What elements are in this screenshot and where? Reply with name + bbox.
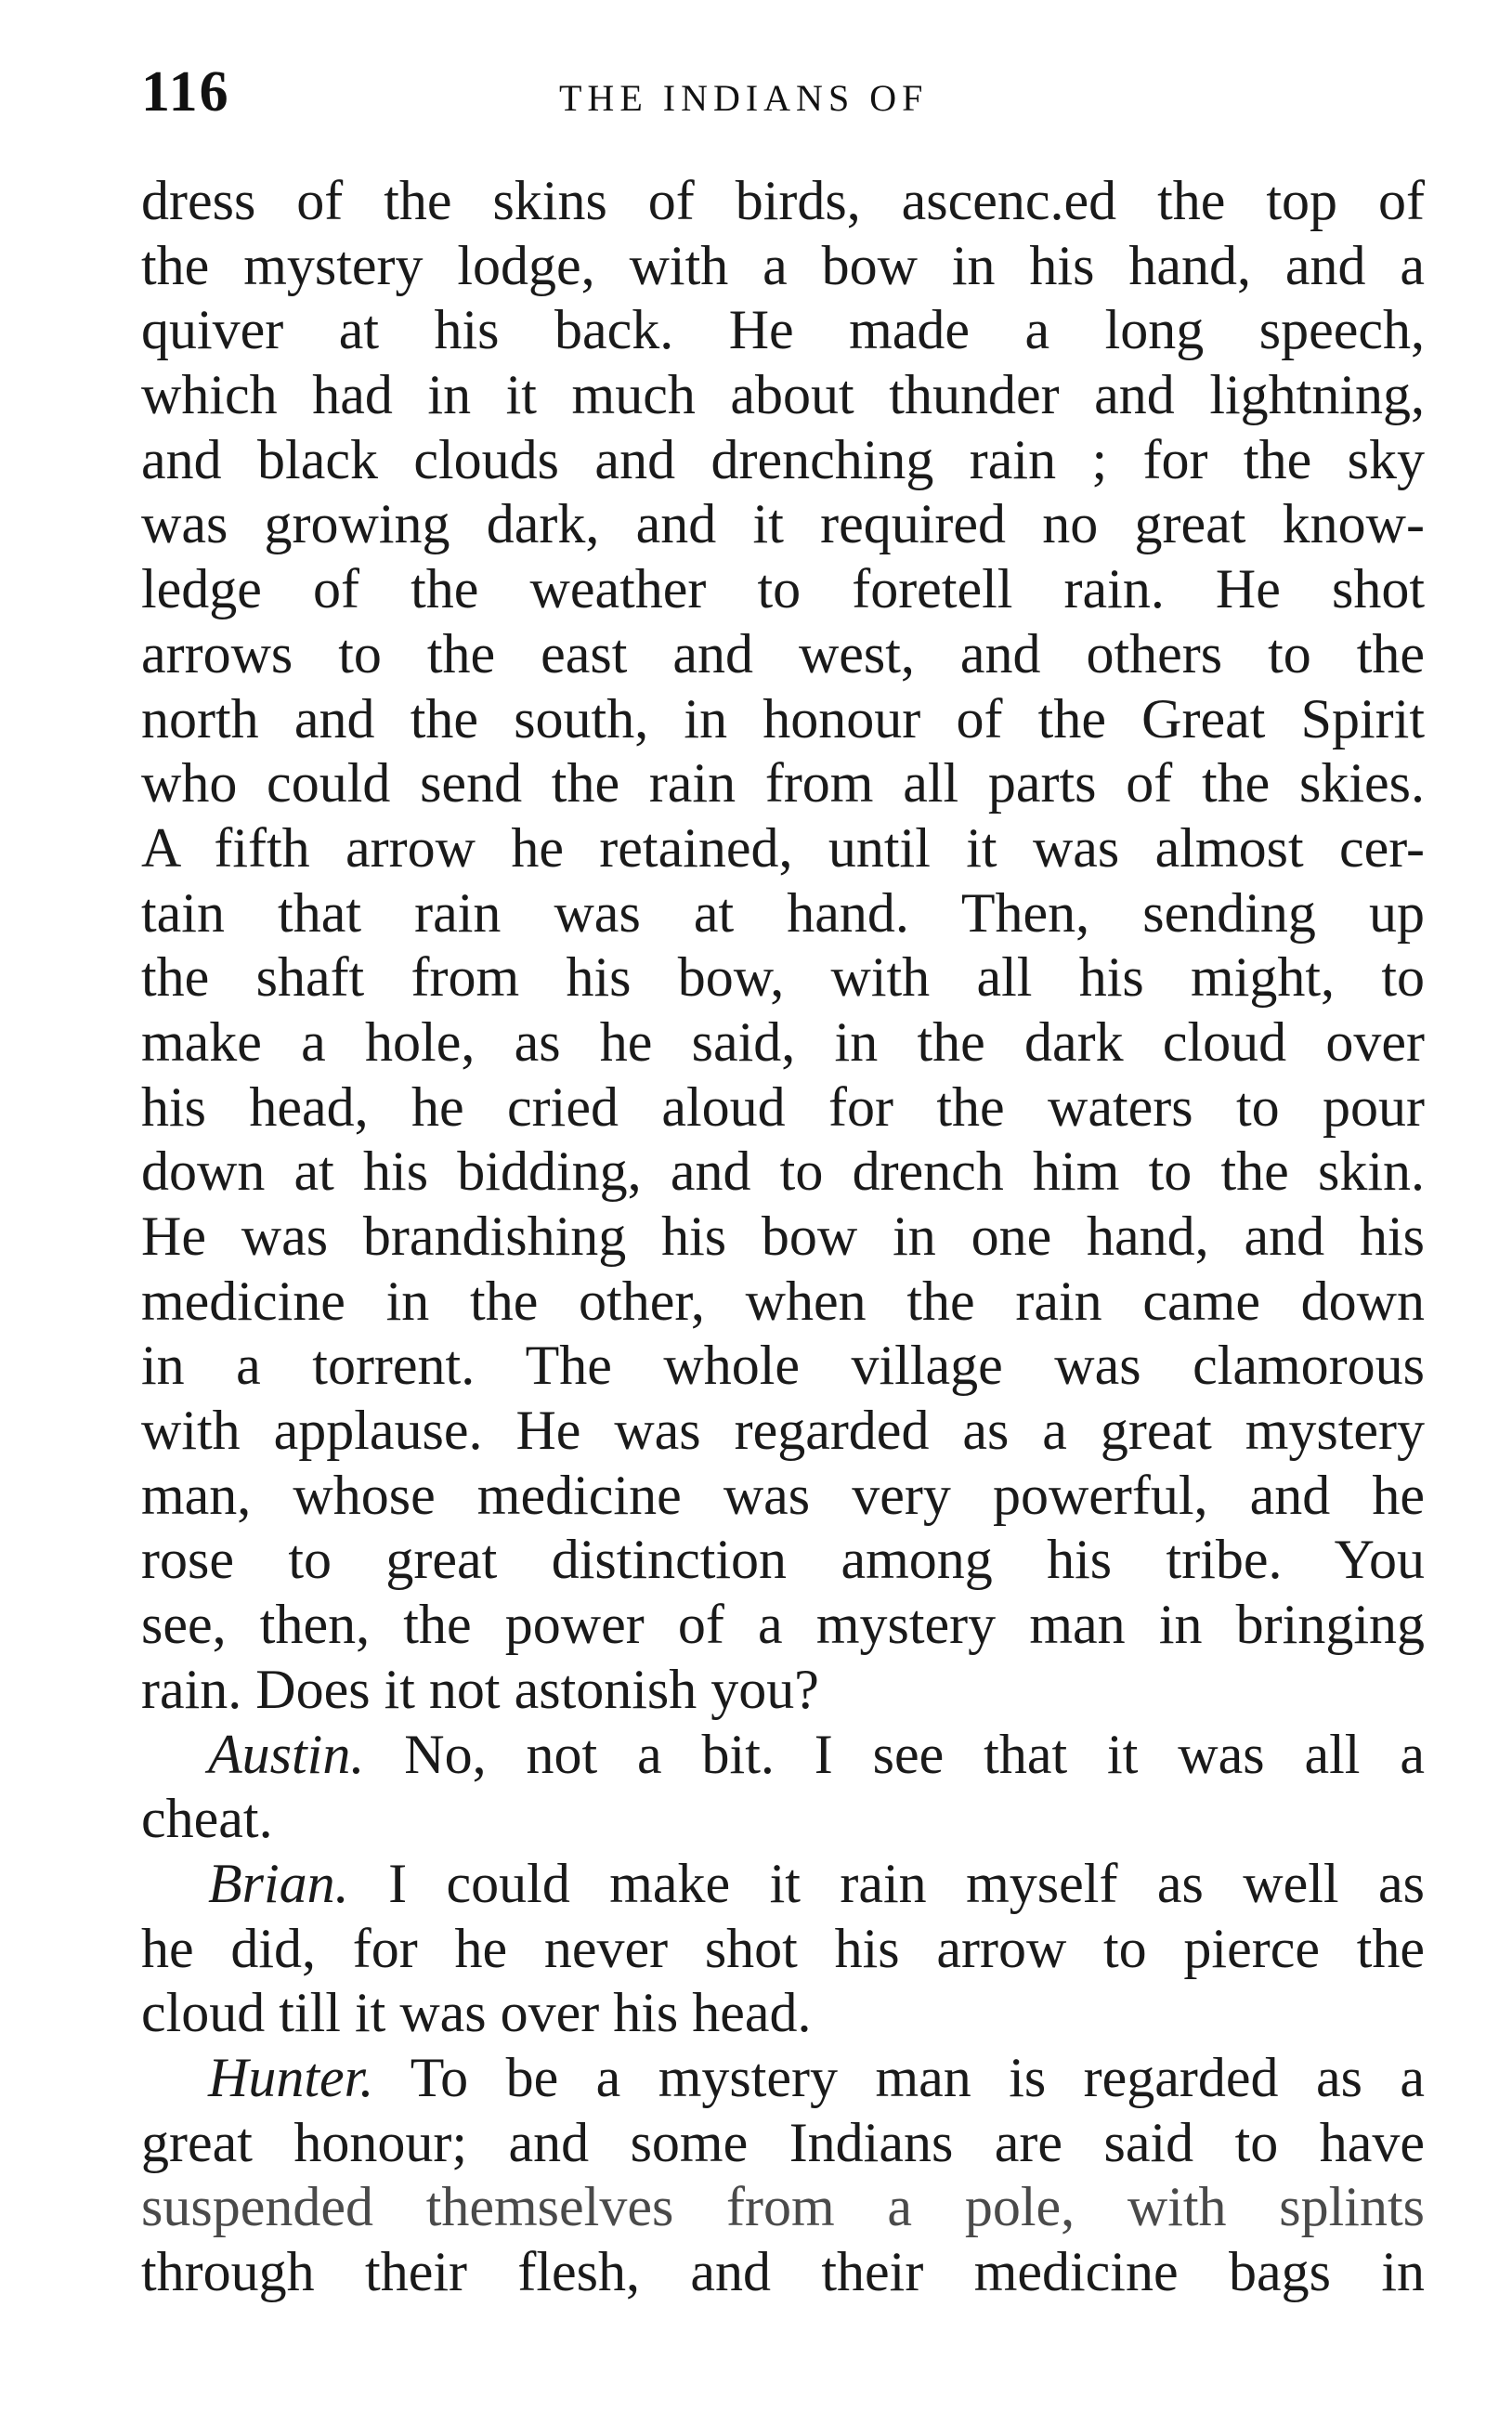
text-line: cheat. [141, 1788, 273, 1850]
text-line: through their flesh, and their medicine bags in [141, 2241, 1425, 2302]
text-line: and black clouds and drenching rain ; for the sky [141, 428, 1425, 490]
text-line: tain that rain was at hand. Then, sending up [141, 881, 1425, 944]
text-line: man, whose medicine was very powerful, and he [141, 1464, 1425, 1526]
text-line: make a hole, as he said, in the dark cloud over [141, 1010, 1425, 1073]
text-line: north and the south, in honour of the Great Spirit [141, 687, 1425, 749]
dialogue-line-austin [141, 1723, 1425, 1788]
dialogue-text: To be a mystery man is regarded as a [373, 2046, 1425, 2108]
dialogue-line-hunter [141, 2046, 1425, 2111]
dialogue-text: I could make it rain myself as well as [348, 1852, 1425, 1914]
text-line: cloud till it was over his head. [141, 1982, 812, 2044]
text-line: A fifth arrow he retained, until it was almost cer- [141, 816, 1425, 879]
text-line: was growing dark, and it required no great know- [141, 493, 1425, 555]
text-line: the shaft from his bow, with all his might, to [141, 946, 1425, 1009]
text-line: rose to great distinction among his tribe. You [141, 1529, 1425, 1591]
text-line: rain. Does it not astonish you? [141, 1658, 819, 1720]
speaker-name: Hunter. [208, 2046, 374, 2108]
page-number: 116 [141, 60, 230, 124]
text-line: with applause. He was regarded as a great mystery [141, 1400, 1425, 1462]
text-line: dress of the skins of birds, ascenc.ed the top of [141, 170, 1425, 231]
text-line: his head, he cried aloud for the waters to pour [141, 1075, 1425, 1138]
speaker-name: Brian. [208, 1852, 349, 1914]
dialogue-line-brian [141, 1852, 1425, 1917]
page-header [141, 59, 1432, 124]
text-line: medicine in the other, when the rain came down [141, 1270, 1425, 1332]
text-line: quiver at his back. He made a long speech, [141, 299, 1425, 361]
running-title: THE INDIANS OF [559, 77, 929, 119]
text-line: ledge of the weather to foretell rain. He shot [141, 558, 1425, 620]
text-line: arrows to the east and west, and others to the [141, 622, 1425, 684]
text-line: down at his bidding, and to drench him to the skin. [141, 1140, 1425, 1203]
text-line: He was brandishing his bow in one hand, and his [141, 1205, 1425, 1267]
text-line: see, then, the power of a mystery man in bringing [141, 1594, 1425, 1656]
text-line: the mystery lodge, with a bow in his hand, and a [141, 234, 1425, 296]
text-line: which had in it much about thunder and lightning, [141, 364, 1425, 426]
text-line: in a torrent. The whole village was clamorous [141, 1335, 1425, 1397]
dialogue-text: No, not a bit. I see that it was all a [364, 1723, 1425, 1785]
speaker-name: Austin. [208, 1723, 365, 1785]
text-line: he did, for he never shot his arrow to pierce the [141, 1917, 1425, 1979]
text-line: great honour; and some Indians are said to have [141, 2111, 1425, 2173]
text-line: suspended themselves from a pole, with splints [141, 2176, 1425, 2238]
body-text [141, 169, 1425, 2305]
text-line: who could send the rain from all parts of the skies. [141, 752, 1425, 815]
